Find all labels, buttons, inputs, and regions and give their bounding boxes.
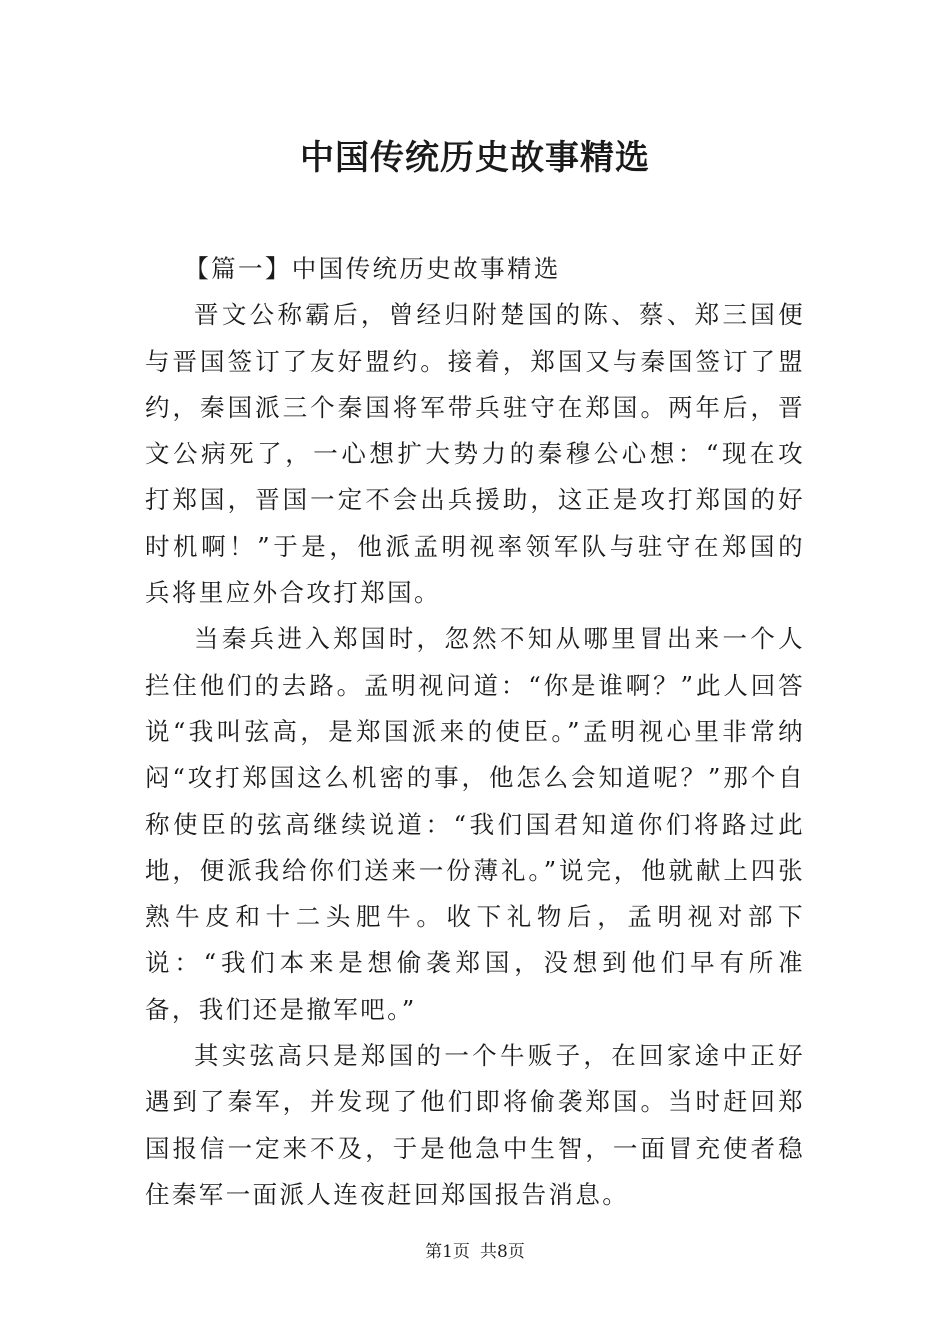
paragraph-2: 当秦兵进入郑国时，忽然不知从哪里冒出来一个人拦住他们的去路。孟明视问道：“你是谁啊？”此人回答说“我叫弦高，是郑国派来的使臣。”孟明视心里非常纳闷“攻打郑国这么机密的事，他怎么会知道呢？”那个自称使臣的弦高继续说道：“我们国君知道你们将路过此地，便派我给你们送来一份薄礼。”说完，他就献上四张熟牛皮和十二头肥牛。收下礼物后，孟明视对部下说：“我们本来是想偷袭郑国，没想到他们早有所准备，我们还是撤军吧。”	[145, 624, 805, 1024]
page-number: 第1页	[425, 1242, 470, 1262]
paragraph-1: 晋文公称霸后，曾经归附楚国的陈、蔡、郑三国便与晋国签订了友好盟约。接着，郑国又与秦国签订了盟约，秦国派三个秦国将军带兵驻守在郑国。两年后，晋文公病死了，一心想扩大势力的秦穆公心想：“现在攻打郑国，晋国一定不会出兵援助，这正是攻打郑国的好时机啊！”于是，他派孟明视率领军队与驻守在郑国的兵将里应外合攻打郑国。	[145, 300, 805, 608]
section-heading: 【篇一】中国传统历史故事精选	[184, 254, 561, 283]
paragraph-3: 其实弦高只是郑国的一个牛贩子，在回家途中正好遇到了秦军，并发现了他们即将偷袭郑国。当时赶回郑国报信一定来不及，于是他急中生智，一面冒充使者稳住秦军一面派人连夜赶回郑国报告消息。	[145, 1041, 805, 1209]
document-body	[145, 246, 805, 1218]
page-footer	[0, 1240, 950, 1264]
page-total: 共8页	[480, 1242, 525, 1262]
document-title: 中国传统历史故事精选	[300, 138, 650, 178]
